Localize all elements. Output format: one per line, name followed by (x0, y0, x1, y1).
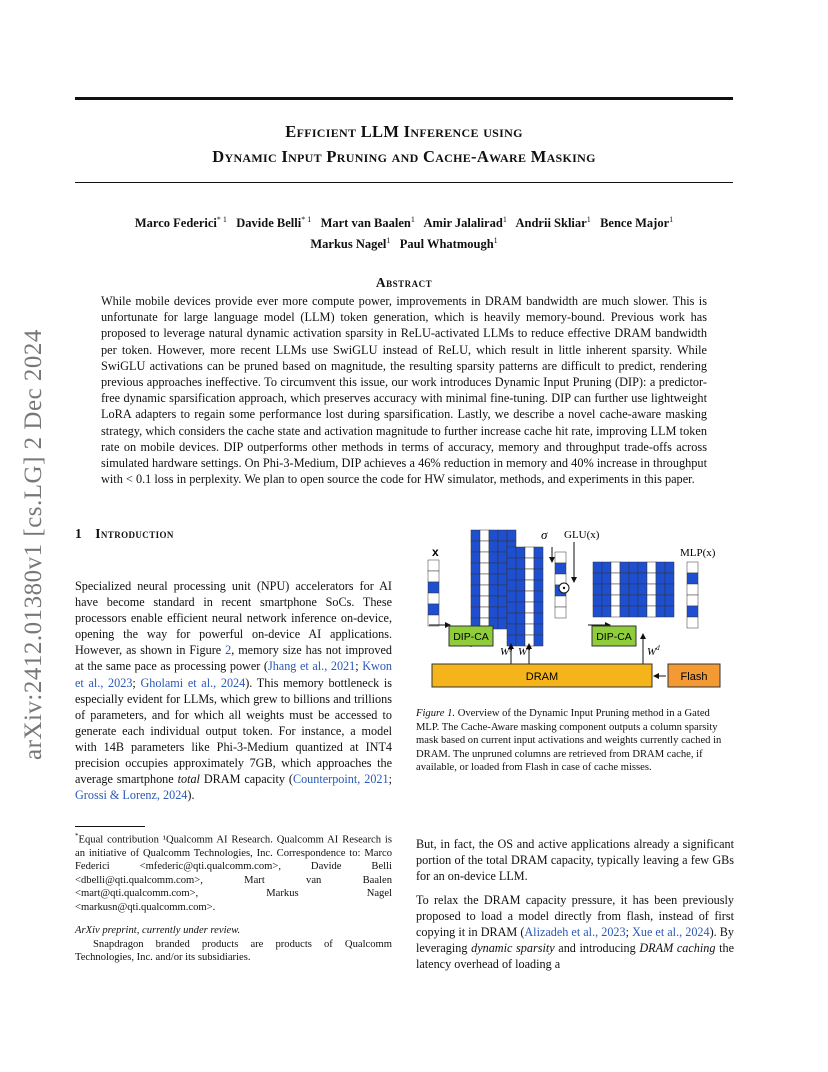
intro-paragraph: Specialized neural processing unit (NPU) accelerators for AI have become standard in recent smartphone SoCs. These processors enable efficient neural network inference on-device, opening the way for powerful on-device AI applications. However, as shown in Figure 2, memory size has not improved at the same pace as processing power (Jhang et al., 2021; Kwon et al., 2023; Gholami et al., 2024). This memory bottleneck is especially evident for LLMs, which grew to billions and trillions of parameters, and for which all weights must be accessed to generate each individual output token. For instance, a model with 14B parameters like Phi-3-Medium quantized at INT4 precision occupies approximately 7GB, which approaches the average smartphone total DRAM capacity (Counterpoint, 2021; Grossi & Lorenz, 2024). (75, 579, 393, 803)
up-weight-matrix (507, 547, 543, 646)
citation-link[interactable]: Grossi & Lorenz, 2024 (75, 788, 188, 803)
title-line-2: Dynamic Input Pruning and Cache-Aware Masking (212, 147, 596, 166)
label-wg: $W^g$ (500, 644, 513, 658)
author: Andrii Skliar (515, 216, 587, 231)
citation-link[interactable]: Jhang et al., 2021 (267, 659, 356, 674)
section-number: 1 (75, 526, 82, 541)
dip-ca-label-right: DIP-CA (596, 631, 632, 643)
label-mlp: MLP(x) (680, 547, 716, 559)
author: Mart van Baalen (320, 216, 411, 231)
citation-link[interactable]: Counterpoint, 2021 (292, 772, 389, 787)
citation-link[interactable]: Xue et al., 2024 (632, 925, 710, 940)
section-heading (75, 526, 174, 542)
right-paragraph-2: To relax the DRAM capacity pressure, it has been previously proposed to load a model directly from flash, instead of first copying it in DRAM (Alizadeh et al., 2023; Xue et al., 2024). By leveraging dynamic sparsity and introducing DRAM caching the latency overhead of loading a (416, 893, 734, 972)
footnote: *Equal contribution ¹Qualcomm AI Research. Qualcomm AI Research is an initiative of Qualcomm Technologies, Inc. Correspondence to: Marco Federici <mfederic@qti.qualcomm.com>, Davide Belli <dbelli@qti.qualcomm.com>, Mart van Baalen <mart@qti.qualcomm.com>, Markus Nagel <markusn@qti.qualcomm.com>. (75, 832, 392, 913)
trademark-note: Snapdragon branded products are products of Qualcomm Technologies, Inc. and/or its subsidiaries. (75, 939, 392, 964)
title-line-1: Efficient LLM Inference using (285, 122, 523, 141)
input-vector (428, 560, 439, 626)
down-weight-matrix (593, 562, 674, 617)
footnote-text: Equal contribution ¹Qualcomm AI Research. Qualcomm AI Research is an initiative of Qualcomm Technologies, Inc. Correspondence to: Marco Federici <mfederic@qti.qualcomm.com>, Davide Belli <dbelli@qti.qualcomm.com>, Mart van Baalen <mart@qti.qualcomm.com>, Markus Nagel <markusn@qti.qualcomm.com>. (75, 834, 392, 913)
figure-1-caption: Figure 1. Overview of the Dynamic Input Pruning method in a Gated MLP. The Cache-Aware masking component outputs a column sparsity mask based on current input activations and weights currently cached in DRAM. The unpruned columns are retrieved from DRAM cache, if available, or loaded from Flash in case of cache misses. (416, 708, 722, 773)
top-rule (75, 97, 733, 100)
footnote-rule (75, 826, 145, 827)
label-wu: $W^u$ (518, 644, 531, 658)
dram-label: DRAM (525, 671, 559, 683)
dip-ca-label-left: DIP-CA (453, 631, 489, 643)
author-line-1: Marco Federici$^{* 1}$ Davide Belli$^{* 1}$ Mart van Baalen$^1$ Amir Jalalirad$^1$ Andrii Skliar$^1$ Bence Major$^1$ (134, 215, 674, 231)
citation-link[interactable]: Gholami et al., 2024 (140, 675, 246, 690)
output-vector (687, 562, 698, 628)
figure-link[interactable]: 2 (225, 643, 232, 658)
author-line-2: Markus Nagel$^1$ Paul Whatmough$^1$ (310, 236, 498, 252)
citation-link[interactable]: Kwon et al., 2023 (75, 659, 393, 690)
author: Markus Nagel (310, 237, 387, 252)
preprint-note: ArXiv preprint, currently under review. (75, 925, 241, 936)
label-sigma: σ (541, 527, 548, 542)
author-list (75, 211, 733, 253)
author: Marco Federici (134, 216, 217, 231)
abstract-heading: Abstract (375, 275, 433, 290)
figure-1-diagram (412, 522, 738, 694)
author: Paul Whatmough (399, 237, 494, 252)
flash-label: Flash (680, 671, 708, 683)
title-bottom-rule (75, 182, 733, 183)
author: Davide Belli (236, 216, 302, 231)
abstract-text: While mobile devices provide ever more compute power, improvements in DRAM bandwidth are much slower. This is unfortunate for large language model (LLM) token generation, which is heavily memory-bound. Previous work has proposed to leverage natural dynamic activation sparsity in ReLU-activated LLMs to reduce effective DRAM bandwidth per token. However, more recent LLMs use SwiGLU instead of ReLU, which result in little inherent sparsity. While SwiGLU activations can be pruned based on magnitude, the resulting sparsity patterns are difficult to predict, rendering previous approaches ineffective. To circumvent this issue, our work introduces Dynamic Input Pruning (DIP): a predictor-free dynamic sparsification approach, which preserves accuracy with minimal fine-tuning. DIP can further use lightweight LoRA adapters to regain some performance lost during sparsification. Lastly, we describe a novel cache-aware masking strategy, which considers the cache state and activation magnitude to further increase cache hit rate, improving LLM token rate on mobile devices. DIP outperforms other methods in terms of accuracy, memory and throughput trade-offs across simulated hardware settings. On Phi-3-Medium, DIP achieves a 46% reduction in memory and 40% increase in throughput with < 0.1 loss in perplexity. We plan to open source the code for HW simulator, methods, and experiments in this paper. (101, 294, 707, 487)
citation-link[interactable]: Alizadeh et al., 2023 (524, 925, 626, 940)
author: Amir Jalalirad (423, 216, 503, 231)
section-title: Introduction (95, 526, 174, 541)
label-x: x (432, 545, 439, 559)
label-glu: GLU(x) (564, 529, 600, 541)
author: Bence Major (600, 216, 670, 231)
right-paragraph-1: But, in fact, the OS and active applications already a significant portion of the total DRAM capacity, typically leaving a few GBs for an on-device LLM. (416, 837, 734, 884)
paper-title (75, 119, 733, 169)
label-wd: $W^d$ (647, 644, 660, 658)
arxiv-identifier: arXiv:2412.01380v1 [cs.LG] 2 Dec 2024 (20, 329, 47, 760)
figure-label: Figure 1. (416, 708, 456, 719)
